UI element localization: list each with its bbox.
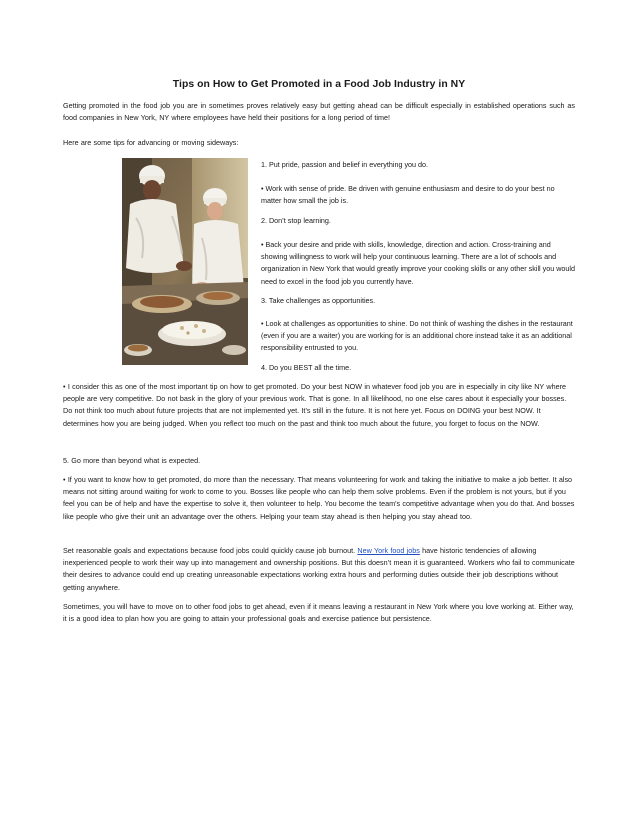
tip-2-body: • Back your desire and pride with skills, knowledge, direction and action. Cross-training and showing willingness to work will help your continuous learning. There are a lot of schools and organization in New York that would greatly improve your cooking skills or any other skill you would need to excel in the food job you currently have. xyxy=(261,240,576,286)
closing-paragraph: Sometimes, you will have to move on to other food jobs to get ahead, even if it means leaving a restaurant in New York where you love working at. Either way, it is a good idea to plan how you are going to attain your professional goals and exercise patience but persistence. xyxy=(63,602,574,624)
tip-3-heading: 3. Take challenges as opportunities. xyxy=(261,296,376,305)
tip-3-body: • Look at challenges as opportunities to shine. Do not think of washing the dishes in the restaurant (even if you are a waiter) you are working for is an additional chore instead take it as an additional responsibility entrusted to you. xyxy=(261,319,573,353)
goals-text-after: have historic tendencies of allowing inexperienced people to work their way up into management and ownership positions. But this doesn’t mean it is guaranteed. Workers who fail to communicate their desires to advance could end up creating unreasonable expectations working extra hours and performing duties outside their job descriptions without getting anywhere. xyxy=(63,546,575,592)
page-title: Tips on How to Get Promoted in a Food Job Industry in NY xyxy=(172,79,466,90)
chefs-photo xyxy=(122,158,248,365)
tip-4-body: • I consider this as one of the most important tip on how to get promoted. Do your best NOW in whatever food job you are in especially in city like NY where people are very competitive. Do not bask in the glory of your previous work. That is gone. In all likelihood, no one else cares about it especially your bosses. Do not think too much about future projects that are not implemented yet. It’s still in the future. It is not here yet. Focus on DOING your best NOW. It determines how you are being judged. When you reflect too much on the past and think too much about the future, you forget to focus on the NOW. xyxy=(63,382,567,428)
tip-2-heading: 2. Don’t stop learning. xyxy=(261,216,331,225)
tip-4-heading: 4. Do you BEST all the time. xyxy=(261,363,352,372)
tip-5-body: • If you want to know how to get promoted, do more than the necessary. That means volunteering for work and taking the initiative to make a job better. It also means not sitting around waiting for work to come to you. Bosses like people who can help them solve problems. Even if the problem is not yours, but if you feel you can be of help and have the expertise to solve it, then volunteer to help. You become the team’s competitive advantage when you do that. And bosses like people who give their unit an advantage over the others. Helping your team stay ahead is then helping you stay ahead too. xyxy=(63,475,575,521)
tip-1-body: • Work with sense of pride. Be driven with genuine enthusiasm and desire to do your best no matter how small the job is. xyxy=(261,184,555,206)
tip-1-heading: 1. Put pride, passion and belief in everything you do. xyxy=(261,160,429,169)
intro-paragraph: Getting promoted in the food job you are in sometimes proves relatively easy but getting ahead can be difficult especially in established operations such as food companies in New York, NY where employees have held their positions for a long period of time! xyxy=(63,101,575,123)
new-york-food-jobs-link[interactable]: New York food jobs xyxy=(357,546,420,555)
tip-5-heading: 5. Go more than beyond what is expected. xyxy=(63,456,201,465)
goals-paragraph xyxy=(63,545,575,594)
goals-text-before: Set reasonable goals and expectations because food jobs could quickly cause job burnout. xyxy=(63,546,356,555)
tips-lead: Here are some tips for advancing or moving sideways: xyxy=(63,138,239,147)
